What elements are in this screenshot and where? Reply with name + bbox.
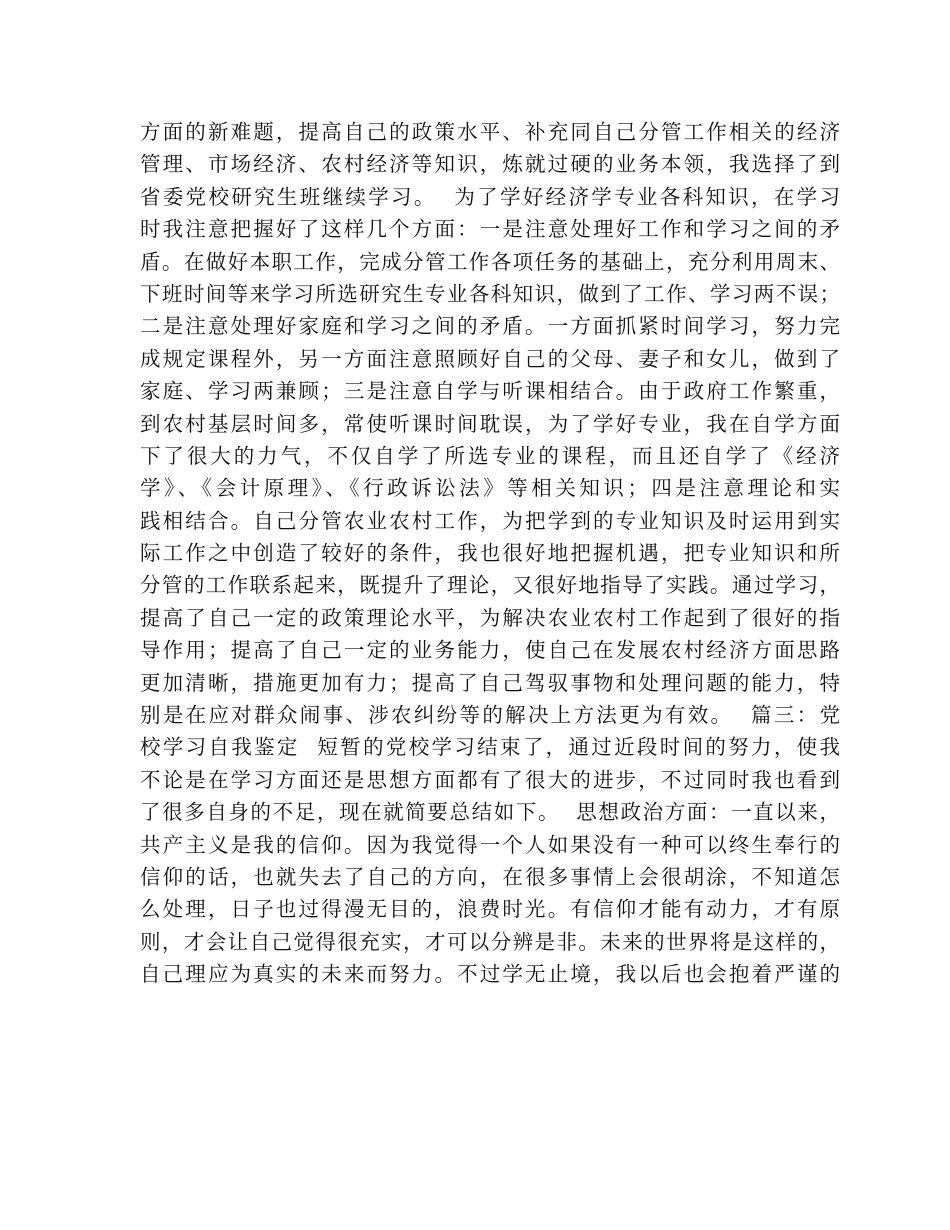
text-line: 到农村基层时间多，常使听课时间耽误，为了学好专业，我在自学方面 bbox=[140, 411, 840, 436]
text-line: 分管的工作联系起来，既提升了理论，又很好地指导了实践。通过学习， bbox=[140, 573, 840, 598]
text-line: 方面的新难题，提高自己的政策水平、补充同自己分管工作相关的经济 bbox=[140, 120, 840, 144]
text-line: 际工作之中创造了较好的条件，我也很好地把握机遇，把专业知识和所 bbox=[140, 541, 840, 566]
text-line: 学》、《会计原理》、《行政诉讼法》等相关知识；四是注意理论和实 bbox=[140, 476, 840, 501]
text-line: 盾。在做好本职工作，完成分管工作各项任务的基础上，充分利用周末、 bbox=[140, 249, 840, 274]
text-line: 省委党校研究生班继续学习。 为了学好经济学专业各科知识，在学习 bbox=[140, 184, 840, 209]
text-line: 下了很大的力气，不仅自学了所选专业的课程，而且还自学了《经济 bbox=[140, 443, 840, 468]
text-line: 管理、市场经济、农村经济等知识，炼就过硬的业务本领，我选择了到 bbox=[140, 152, 840, 177]
text-line: 二是注意处理好家庭和学习之间的矛盾。一方面抓紧时间学习，努力完 bbox=[140, 314, 840, 339]
text-line: 信仰的话，也就失去了自己的方向，在很多事情上会很胡涂，不知道怎 bbox=[140, 864, 840, 889]
text-line: 了很多自身的不足，现在就简要总结如下。 思想政治方面：一直以来， bbox=[140, 800, 840, 825]
text-line: 成规定课程外，另一方面注意照顾好自己的父母、妻子和女儿，做到了 bbox=[140, 346, 840, 371]
text-line: 则，才会让自己觉得很充实，才可以分辨是非。未来的世界将是这样的， bbox=[140, 929, 840, 954]
text-line: 别是在应对群众闹事、涉农纠纷等的解决上方法更为有效。 篇三：党 bbox=[140, 703, 840, 728]
text-line: 校学习自我鉴定 短暂的党校学习结束了，通过近段时间的努力，使我 bbox=[140, 735, 840, 760]
text-line: 自己理应为真实的未来而努力。不过学无止境，我以后也会抱着严谨的 bbox=[140, 962, 840, 987]
text-line: 共产主义是我的信仰。因为我觉得一个人如果没有一种可以终生奉行的 bbox=[140, 832, 840, 857]
text-line: 下班时间等来学习所选研究生专业各科知识，做到了工作、学习两不误； bbox=[140, 281, 840, 306]
text-line: 践相结合。自己分管农业农村工作，为把学到的专业知识及时运用到实 bbox=[140, 508, 840, 533]
text-line: 家庭、学习两兼顾；三是注意自学与听课相结合。由于政府工作繁重， bbox=[140, 379, 840, 404]
text-line: 更加清晰，措施更加有力；提高了自己驾驭事物和处理问题的能力，特 bbox=[140, 670, 840, 695]
text-line: 提高了自己一定的政策理论水平，为解决农业农村工作起到了很好的指 bbox=[140, 605, 840, 630]
body-text bbox=[140, 116, 840, 991]
text-line: 么处理，日子也过得漫无目的，浪费时光。有信仰才能有动力，才有原 bbox=[140, 897, 840, 922]
text-line: 导作用；提高了自己一定的业务能力，使自己在发展农村经济方面思路 bbox=[140, 638, 840, 663]
text-line: 时我注意把握好了这样几个方面：一是注意处理好工作和学习之间的矛 bbox=[140, 217, 840, 242]
text-line: 不论是在学习方面还是思想方面都有了很大的进步，不过同时我也看到 bbox=[140, 767, 840, 792]
